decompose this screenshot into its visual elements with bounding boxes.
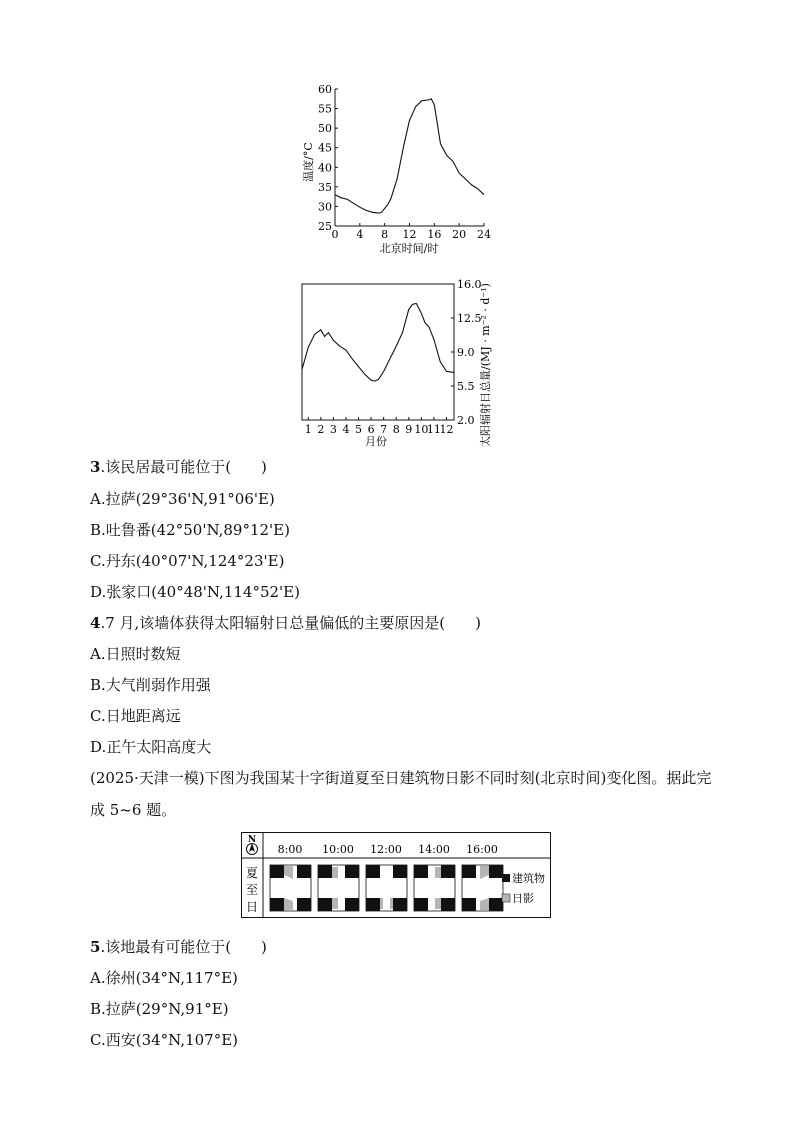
legend-building-label: 建筑物 (512, 872, 545, 885)
radiation-ytick-label: 5.5 (457, 380, 475, 393)
building-block (366, 898, 380, 911)
temperature-xtick-label: 0 (331, 228, 339, 241)
temperature-ytick-label: 40 (318, 161, 332, 175)
shadow-patch (332, 898, 338, 909)
q4-option-c[interactable]: C.日地距离远 (90, 707, 181, 725)
radiation-xtick-label: 12 (439, 423, 454, 436)
q5-option-a[interactable]: A.徐州(34°N,117°E) (90, 969, 238, 987)
radiation-plot-frame (302, 284, 454, 420)
temperature-xtick-label: 20 (452, 228, 467, 241)
building-block (318, 898, 332, 911)
building-block (297, 898, 311, 911)
building-block (345, 898, 359, 911)
question-4-number: 4 (90, 614, 101, 632)
building-block (318, 865, 332, 878)
temperature-xtick-label: 24 (477, 228, 491, 241)
building-block (345, 865, 359, 878)
radiation-ytick-label: 2.0 (457, 414, 475, 427)
temperature-xlabel: 北京时间/时 (379, 242, 439, 255)
time-label-2: 12:00 (370, 843, 402, 856)
row-label-1: 夏 (245, 866, 259, 880)
shadow-patch (380, 898, 383, 909)
radiation-xtick-label: 7 (380, 423, 388, 436)
temperature-ytick-label: 50 (318, 122, 332, 136)
temperature-xtick-label: 12 (402, 228, 417, 241)
building-block (462, 898, 476, 911)
temperature-ytick-label: 60 (318, 83, 332, 96)
radiation-xtick-label: 1 (304, 423, 312, 436)
radiation-xtick-label: 11 (426, 423, 441, 436)
legend-shadow-label: 日影 (512, 892, 534, 905)
time-label-1: 10:00 (322, 843, 354, 856)
radiation-ytick-label: 12.5 (457, 312, 482, 325)
north-label: N (247, 835, 257, 845)
radiation-xtick-label: 3 (329, 423, 337, 436)
radiation-xtick-label: 2 (317, 423, 325, 436)
radiation-ytick-label: 16.0 (457, 278, 482, 291)
shadow-patch (435, 898, 441, 909)
q3-option-a[interactable]: A.拉萨(29°36'N,91°06'E) (90, 490, 275, 508)
building-block (489, 898, 503, 911)
time-label-3: 14:00 (418, 843, 450, 856)
radiation-ylabel: 太阳辐射日总量/(MJ · m⁻² · d⁻¹) (479, 283, 492, 447)
question-3-number: 3 (90, 458, 101, 476)
time-label-0: 8:00 (277, 843, 303, 856)
radiation-xtick-label: 8 (392, 423, 400, 436)
temperature-ytick-label: 45 (318, 141, 332, 155)
intro-paragraph: (2025·天津一模)下图为我国某十字街道夏至日建筑物日影不同时刻(北京时间)变化图。据此完成 5~6 题。 (90, 769, 712, 819)
building-block (462, 865, 476, 878)
building-block (414, 865, 428, 878)
building-block (270, 865, 284, 878)
building-block (297, 865, 311, 878)
building-block (366, 865, 380, 878)
temperature-xtick-label: 4 (356, 228, 364, 241)
building-block (270, 898, 284, 911)
question-3 (90, 456, 267, 477)
radiation-xtick-label: 5 (355, 423, 363, 436)
radiation-ytick-label: 9.0 (457, 346, 475, 359)
building-block (441, 865, 455, 878)
q4-option-b[interactable]: B.大气削弱作用强 (90, 676, 211, 694)
radiation-series-line (302, 303, 454, 381)
temperature-ytick-label: 25 (318, 220, 332, 233)
temperature-ytick-label: 55 (318, 102, 332, 116)
building-block (393, 865, 407, 878)
question-4-stem: .7 月,该墙体获得太阳辐射日总量偏低的主要原因是( ) (100, 614, 481, 632)
temperature-chart (300, 80, 500, 260)
legend-shadow-swatch (502, 894, 510, 902)
q3-option-b[interactable]: B.吐鲁番(42°50'N,89°12'E) (90, 521, 290, 539)
radiation-chart (296, 265, 506, 455)
q4-option-a[interactable]: A.日照时数短 (90, 645, 181, 663)
question-5-stem: .该地最有可能位于( ) (100, 938, 267, 956)
q5-option-c[interactable]: C.西安(34°N,107°E) (90, 1031, 239, 1049)
temperature-series-line (335, 99, 484, 213)
radiation-xtick-label: 10 (414, 423, 429, 436)
building-block (393, 898, 407, 911)
q5-option-b[interactable]: B.拉萨(29°N,91°E) (90, 1000, 229, 1018)
question-5-number: 5 (90, 938, 101, 956)
question-4 (90, 612, 481, 633)
q4-option-d[interactable]: D.正午太阳高度大 (90, 738, 212, 756)
q3-option-c[interactable]: C.丹东(40°07'N,124°23'E) (90, 552, 285, 570)
temperature-ytick-label: 30 (318, 200, 332, 214)
time-label-4: 16:00 (466, 843, 498, 856)
shadow-figure (241, 832, 551, 918)
temperature-xtick-label: 16 (427, 228, 442, 241)
radiation-xtick-label: 9 (405, 423, 413, 436)
row-label-2: 至 (245, 883, 259, 897)
shadow-patch (332, 867, 338, 878)
building-block (489, 865, 503, 878)
temperature-ylabel: 温度/°C (302, 142, 315, 182)
building-block (414, 898, 428, 911)
temperature-ytick-label: 35 (318, 180, 332, 194)
shadow-patch (390, 898, 393, 909)
row-label-3: 日 (245, 900, 259, 914)
temperature-xtick-label: 8 (381, 228, 389, 241)
shadow-patch (435, 867, 441, 878)
question-3-stem: .该民居最可能位于( ) (100, 458, 267, 476)
radiation-xtick-label: 6 (367, 423, 375, 436)
radiation-xtick-label: 4 (342, 423, 350, 436)
radiation-xlabel: 月份 (365, 435, 387, 448)
q3-option-d[interactable]: D.张家口(40°48'N,114°52'E) (90, 583, 300, 601)
building-block (441, 898, 455, 911)
legend-building-swatch (502, 874, 510, 882)
question-5 (90, 936, 267, 957)
